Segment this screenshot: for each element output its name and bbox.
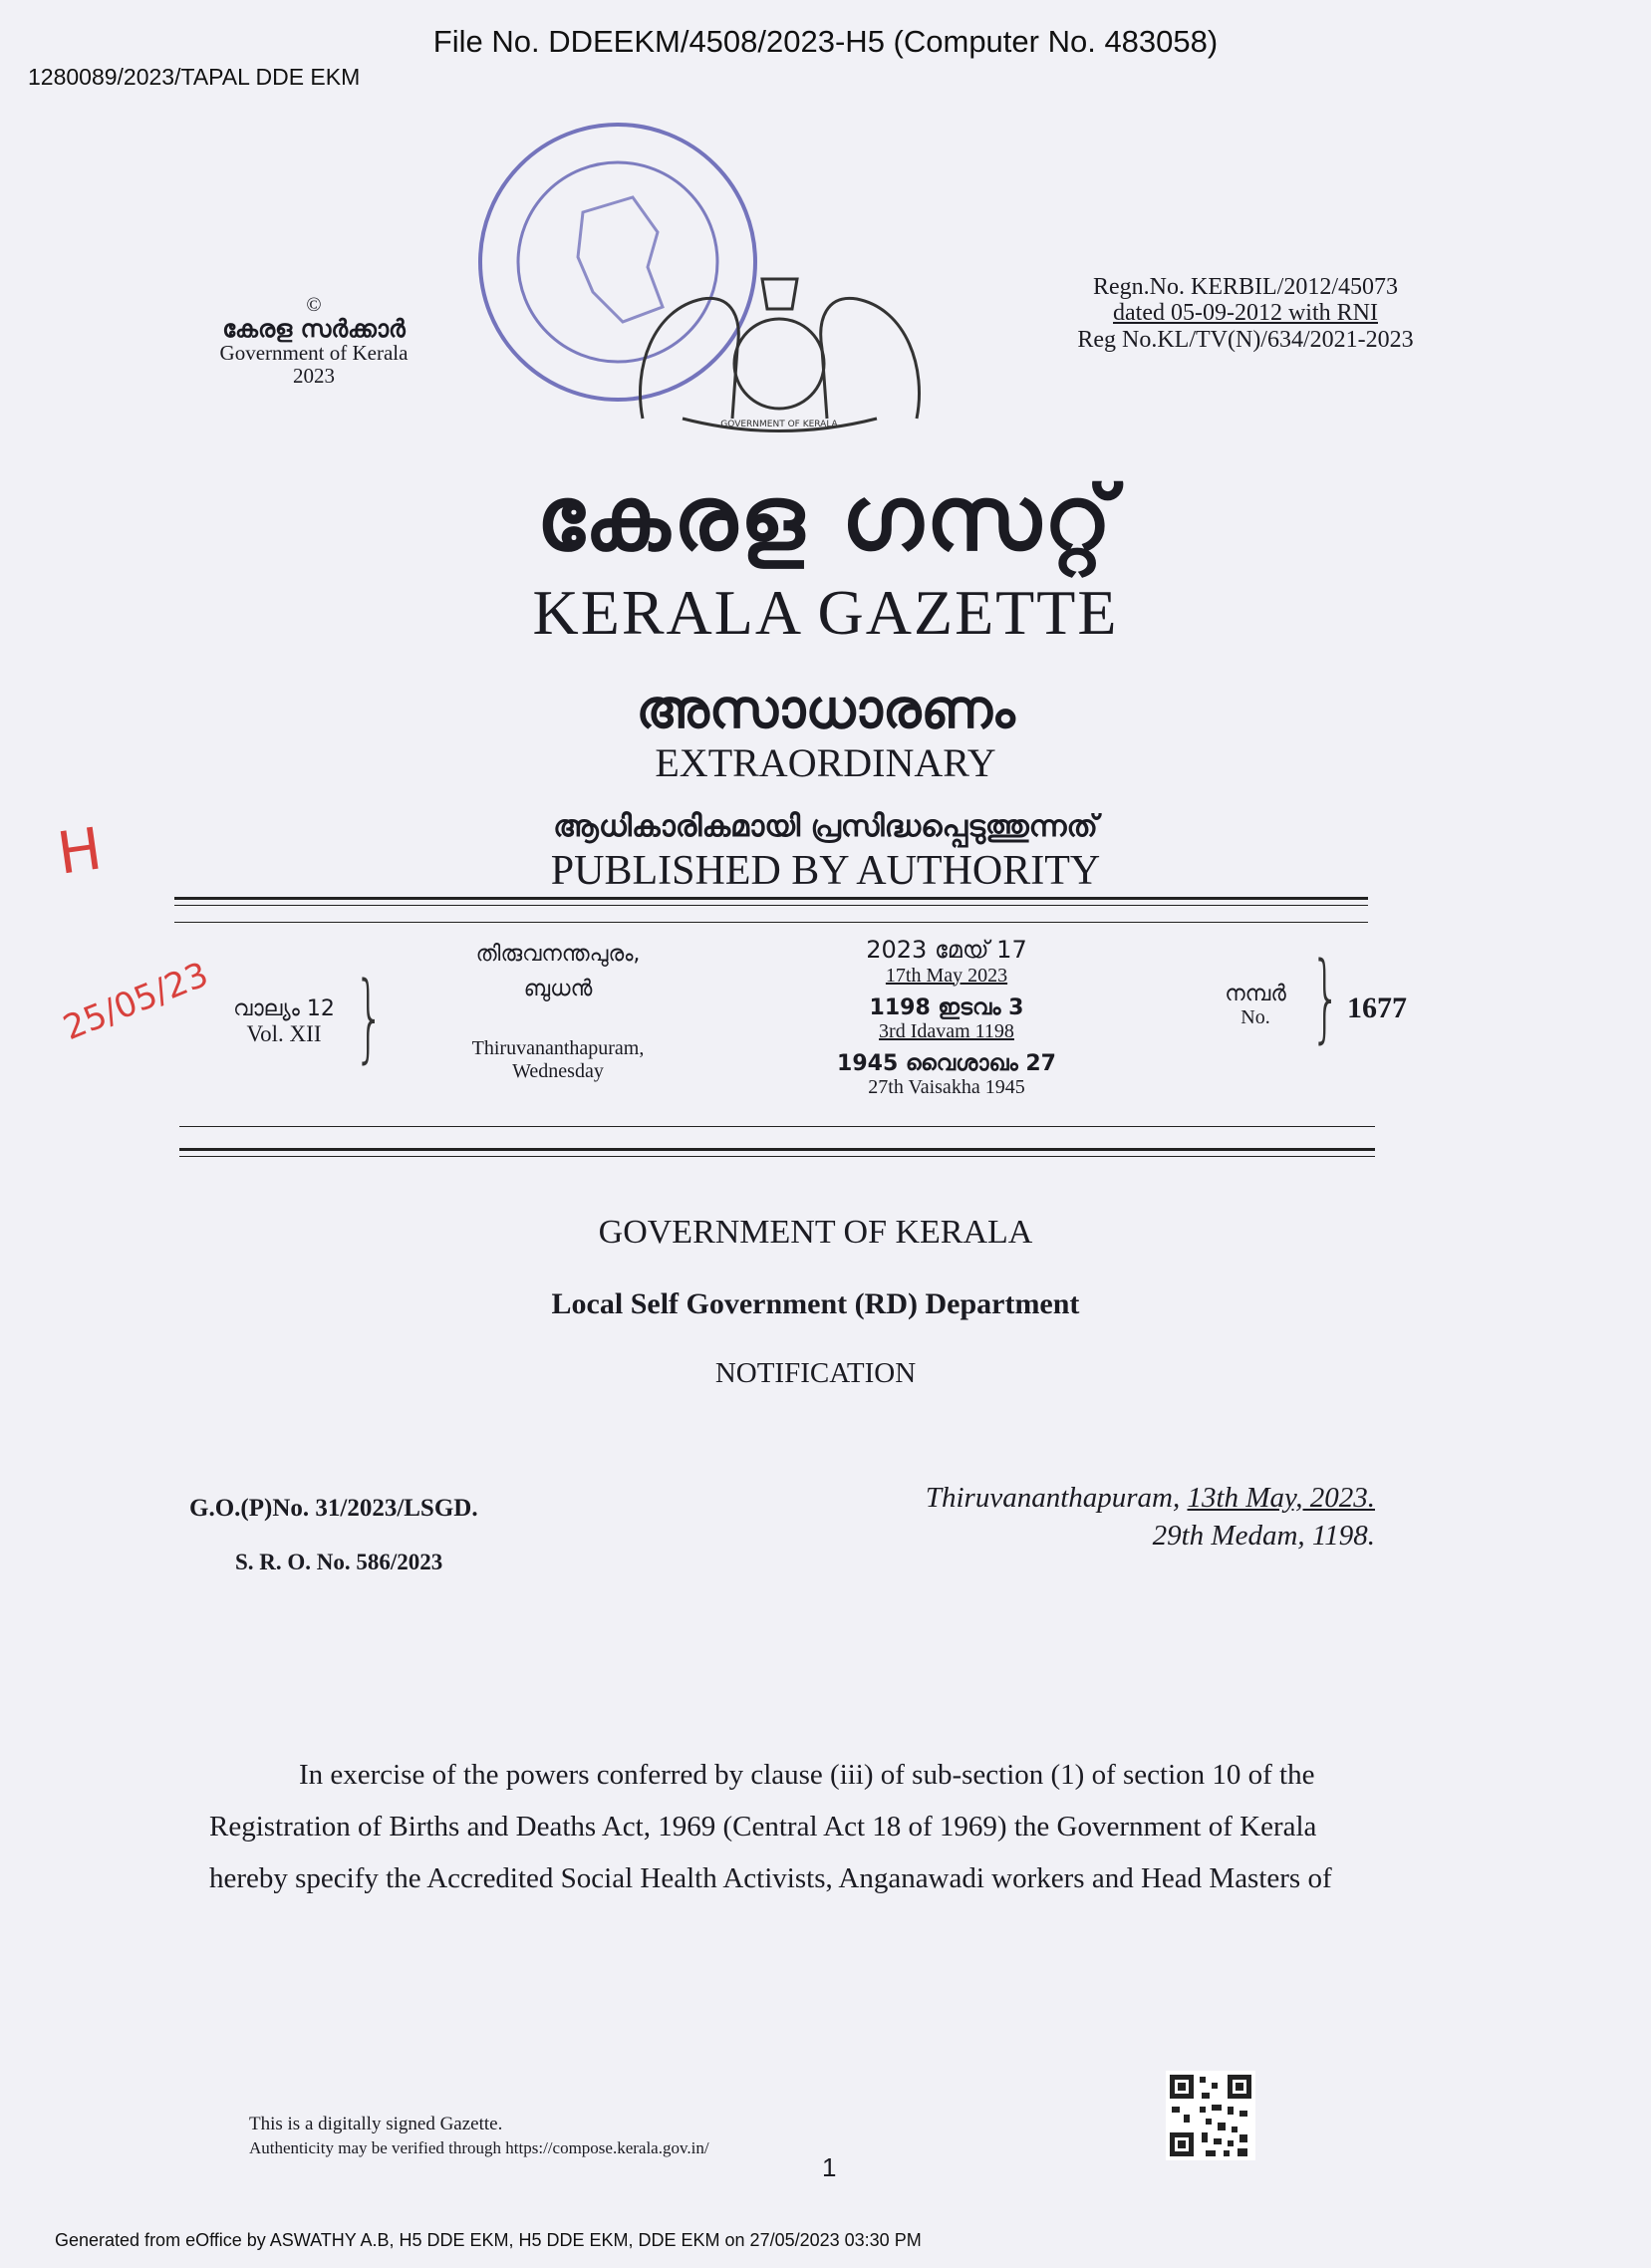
day-en: Wednesday bbox=[512, 1059, 604, 1082]
extraordinary-ml: അസാധാരണം bbox=[636, 678, 1015, 740]
published-en: PUBLISHED BY AUTHORITY bbox=[550, 848, 1101, 894]
date1-en: 17th May 2023 bbox=[885, 964, 1008, 987]
day-ml: ബുധൻ bbox=[523, 977, 593, 1002]
brace-left: } bbox=[354, 962, 385, 1073]
qr-code bbox=[1166, 2071, 1255, 2160]
date-cell bbox=[797, 937, 1096, 1099]
government-label bbox=[189, 294, 438, 389]
date3-ml: 1945 വൈശാഖം 27 bbox=[837, 1050, 1056, 1076]
date2-ml: 1198 ഇടവം 3 bbox=[869, 994, 1024, 1020]
volume-cell bbox=[209, 996, 359, 1048]
info-rule-bottom-thin bbox=[179, 1126, 1375, 1127]
regn-line1: Regn.No. KERBIL/2012/45073 bbox=[1093, 274, 1398, 300]
kerala-emblem bbox=[623, 249, 937, 433]
body-line: In exercise of the powers conferred by clause (iii) of sub-section (1) of section 10 of the bbox=[299, 1759, 1315, 1791]
number-label-ml: നമ്പർ bbox=[1225, 982, 1286, 1006]
handwritten-initials: 25/05/23 bbox=[58, 954, 214, 1049]
regn-line2: dated 05-09-2012 with RNI bbox=[1113, 300, 1378, 327]
place-ml: തിരുവനന്തപുരം, bbox=[475, 942, 641, 967]
place-and-date bbox=[877, 1480, 1375, 1555]
file-number: File No. DDEEKM/4508/2023-H5 (Computer No. 483058) bbox=[432, 24, 1219, 59]
volume-ml: വാല്യം 12 bbox=[233, 996, 335, 1021]
department-heading: Local Self Government (RD) Department bbox=[551, 1287, 1080, 1320]
digital-signature-note bbox=[249, 2113, 709, 2159]
handwritten-letter: H bbox=[53, 814, 107, 888]
regn-line3: Reg No.KL/TV(N)/634/2021-2023 bbox=[1077, 326, 1414, 353]
extraordinary-en: EXTRAORDINARY bbox=[655, 740, 996, 785]
place-cell bbox=[418, 942, 697, 1083]
place-en: Thiruvananthapuram, bbox=[471, 1036, 645, 1059]
copyright-symbol: © bbox=[306, 294, 322, 316]
gazette-title-en: KERALA GAZETTE bbox=[532, 577, 1119, 648]
generated-footer: Generated from eOffice by ASWATHY A.B, H5 DDE EKM, H5 DDE EKM, DDE EKM on 27/05/2023 03:30 PM bbox=[55, 2230, 922, 2250]
svg-text:GOVERNMENT OF KERALA: GOVERNMENT OF KERALA bbox=[720, 420, 838, 429]
copyright-year: 2023 bbox=[293, 364, 335, 389]
malayalam-date: 29th Medam, 1198. bbox=[1152, 1519, 1375, 1552]
tapal-number: 1280089/2023/TAPAL DDE EKM bbox=[28, 64, 361, 90]
gazette-title-ml: കേരള ഗസറ്റ് bbox=[536, 466, 1115, 571]
registration-block bbox=[1036, 274, 1455, 353]
info-rule-bottom-thin2 bbox=[179, 1156, 1375, 1157]
government-en: Government of Kerala bbox=[219, 341, 409, 366]
number-label-cell bbox=[1196, 982, 1315, 1029]
verify-text: Authenticity may be verified through https://compose.kerala.gov.in/ bbox=[249, 2137, 709, 2157]
brace-right: } bbox=[1310, 942, 1341, 1053]
date1-ml: 2023 മേയ് 17 bbox=[866, 936, 1027, 964]
number-label-en: No. bbox=[1240, 1006, 1270, 1029]
info-rule-top-thin bbox=[174, 905, 1368, 906]
government-heading: GOVERNMENT OF KERALA bbox=[598, 1214, 1033, 1251]
sro-number: S. R. O. No. 586/2023 bbox=[235, 1550, 443, 1574]
notification-heading: NOTIFICATION bbox=[714, 1357, 917, 1389]
published-ml: ആധികാരികമായി പ്രസിദ്ധപ്പെടുത്തുന്നത് bbox=[553, 809, 1098, 844]
page-number: 1 bbox=[822, 2152, 837, 2182]
date3-en: 27th Vaisakha 1945 bbox=[868, 1076, 1025, 1099]
date2-en: 3rd Idavam 1198 bbox=[879, 1019, 1014, 1042]
place-text: Thiruvananthapuram, bbox=[925, 1482, 1181, 1514]
body-line: Registration of Births and Deaths Act, 1969 (Central Act 18 of 1969) the Government of Kerala bbox=[209, 1811, 1317, 1843]
body-line: hereby specify the Accredited Social Health Activists, Anganawadi workers and Head Masters of bbox=[209, 1862, 1332, 1894]
gazette-number: 1677 bbox=[1347, 992, 1407, 1024]
go-number: G.O.(P)No. 31/2023/LSGD. bbox=[189, 1495, 478, 1522]
volume-en: Vol. XII bbox=[246, 1021, 322, 1047]
notification-body bbox=[209, 1749, 1435, 1904]
info-rule-top-thin2 bbox=[174, 922, 1368, 923]
info-rule-top bbox=[174, 897, 1368, 900]
english-date: 13th May, 2023. bbox=[1187, 1482, 1375, 1514]
digital-sign-text: This is a digitally signed Gazette. bbox=[249, 2114, 503, 2134]
government-ml: കേരള സർക്കാർ bbox=[222, 315, 406, 343]
info-rule-bottom bbox=[179, 1148, 1375, 1151]
